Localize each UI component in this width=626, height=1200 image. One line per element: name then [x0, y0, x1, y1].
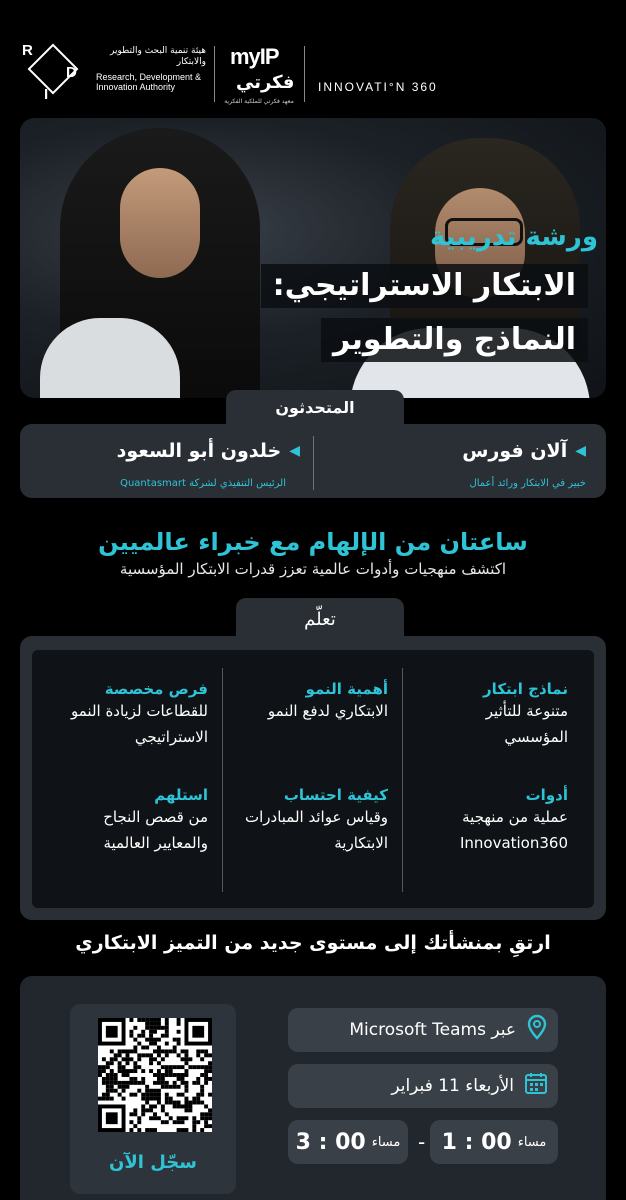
workshop-subtitle: ورشة تدريبية [429, 222, 598, 252]
time-dash: - [418, 1130, 426, 1154]
speaker-1 [462, 440, 586, 462]
time-start: 1 : 00 [441, 1129, 512, 1155]
calendar-icon [524, 1071, 548, 1101]
speaker-name: آلان فورس [462, 440, 568, 462]
qr-code[interactable] [98, 1018, 212, 1132]
learn-item-body: الابتكاري لدفع النمو [267, 702, 388, 720]
innovation360-logo: INNOVATI°N 360 [318, 80, 438, 94]
triangle-bullet-icon: ◀ [289, 443, 300, 459]
rdi-letter-r: R [22, 42, 33, 59]
speaker-2 [117, 440, 300, 462]
hero-face [120, 168, 200, 278]
learn-item-heading: استلهم [154, 786, 208, 804]
learn-item-body: وقياس عوائد المبادرات الابتكارية [245, 808, 388, 852]
learn-item-body: للقطاعات لزيادة النمو الاستراتيجي [71, 702, 208, 746]
cta-text: ارتقِ بمنشأتك إلى مستوى جديد من التميز الابتكاري [75, 932, 551, 954]
myip-logo: myIP [230, 44, 279, 69]
learn-item-heading: كيفية احتساب [283, 786, 388, 804]
learn-item [238, 786, 388, 856]
time-end-pill [288, 1120, 408, 1164]
headline-sub: اكتشف منهجيات وأدوات عالمية تعزز قدرات الابتكار المؤسسية [119, 560, 507, 578]
location-pill [288, 1008, 558, 1052]
grid-divider [402, 668, 403, 892]
learn-item [58, 786, 208, 856]
rdi-letter-i: I [44, 86, 49, 103]
header-divider [214, 46, 215, 102]
speakers-tab: المتحدثون [226, 390, 404, 426]
learn-item-body: متنوعة للتأثير المؤسسي [485, 702, 568, 746]
learn-item-heading: أهمية النمو [305, 680, 388, 698]
learn-item [418, 680, 568, 750]
workshop-title-line1: الابتكار الاستراتيجي: [261, 264, 588, 308]
time-period: مساء [517, 1134, 547, 1150]
learn-item [238, 680, 388, 724]
location-text: عبر Microsoft Teams [349, 1020, 516, 1040]
location-pin-icon [526, 1014, 548, 1046]
rdi-english-name: Research, Development & Innovation Authority [96, 72, 202, 92]
header-divider [304, 46, 305, 102]
learn-item-body: عملية من منهجية Innovation360 [459, 808, 568, 852]
workshop-title-line2: النماذج والتطوير [321, 318, 588, 362]
learn-tab: تعلّم [236, 598, 404, 638]
speaker-role: الرئيس التنفيذي لشركة Quantasmart [120, 478, 286, 489]
time-period: مساء [371, 1134, 401, 1150]
speaker-role: خبير في الابتكار ورائد أعمال [469, 478, 586, 489]
time-start-pill [430, 1120, 558, 1164]
speakers-divider [313, 436, 314, 490]
date-text: الأربعاء 11 فبراير [391, 1076, 514, 1096]
rdi-arabic-name: هيئة تنمية البحث والتطوير والابتكار [110, 46, 206, 67]
learn-item-body: من قصص النجاح والمعايير العالمية [103, 808, 208, 852]
triangle-bullet-icon: ◀ [575, 443, 586, 459]
learn-item-heading: فرص مخصصة [104, 680, 208, 698]
speaker-name: خلدون أبو السعود [116, 440, 282, 462]
rdi-letter-d: D [66, 64, 77, 81]
learn-item-heading: نماذج ابتكار [483, 680, 568, 698]
fikrati-logo: فكرتي [236, 72, 295, 93]
learn-item [418, 786, 568, 856]
fikrati-subtitle: معهد فكرتي للملكية الفكرية [224, 98, 294, 105]
rdi-logo [22, 42, 84, 104]
grid-divider [222, 668, 223, 892]
learn-item [58, 680, 208, 750]
learn-item-heading: أدوات [525, 786, 568, 804]
date-pill [288, 1064, 558, 1108]
register-button[interactable]: سجّل الآن [109, 1152, 197, 1173]
headline: ساعتان من الإلهام مع خبراء عالميين [98, 528, 528, 556]
time-end: 3 : 00 [295, 1129, 366, 1155]
